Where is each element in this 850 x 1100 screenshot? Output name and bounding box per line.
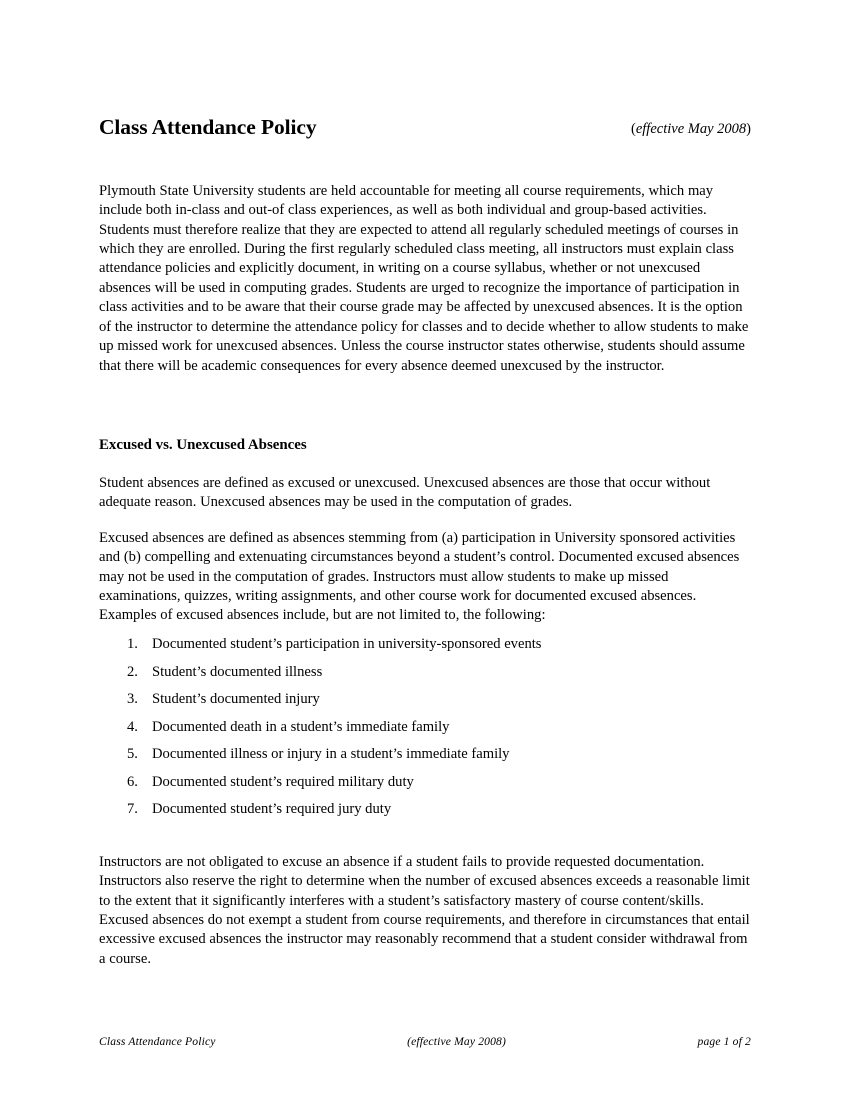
list-item-number: 6. (127, 773, 138, 790)
list-item-label: Documented student’s participation in university-sponsored events (152, 636, 542, 652)
excused-absence-list (99, 635, 751, 828)
section-heading-excused-vs-unexcused: Excused vs. Unexcused Absences (99, 437, 307, 454)
effective-date-paren-close: ) (746, 121, 751, 137)
list-item (99, 745, 751, 773)
footer-left-title: Class Attendance Policy (99, 1035, 216, 1048)
list-item-number: 1. (127, 636, 138, 652)
list-item-label: Student’s documented injury (152, 691, 320, 707)
effective-date (631, 122, 751, 138)
footer-center-date: (effective May 2008) (407, 1035, 506, 1048)
page-footer (99, 1035, 751, 1049)
title-row (99, 116, 751, 140)
list-item (99, 635, 751, 663)
list-item (99, 800, 751, 828)
footer-right-page-number: page 1 of 2 (697, 1035, 751, 1048)
list-item-label: Documented student’s required military duty (152, 773, 414, 790)
list-item (99, 663, 751, 691)
page-title: Class Attendance Policy (99, 115, 317, 139)
list-item-label: Documented student’s required jury duty (152, 801, 392, 817)
effective-date-text: effective May 2008 (635, 121, 747, 137)
list-item-label: Documented death in a student’s immediate family (152, 718, 450, 735)
intro-paragraph: Plymouth State University students are held accountable for meeting all course requirements, which may include both in-class and out-of class experiences, as well as both individual and group-based activities. Students must therefore realize that they are expected to attend all regularly scheduled meetings of courses in which they are enrolled. During the first regularly scheduled class meeting, all instructors must explain class attendance policies and explicitly document, in writing on a course syllabus, whether or not unexcused absences will be used in computing grades. Students are urged to recognize the importance of participation in class activities and to be aware that their course grade may be affected by unexcused absences. It is the option of the instructor to determine the attendance policy for classes and to decide whether to allow students to make up missed work for unexcused absences. Unless the course instructor states otherwise, students should assume that there will be academic consequences for every absence deemed unexcused by the instructor. (99, 182, 749, 374)
list-item-number: 3. (127, 691, 138, 707)
list-item (99, 773, 751, 801)
section-paragraph-1: Student absences are defined as excused or unexcused. Unexcused absences are those that occur without adequate reason. Unexcused absences may be used in the computation of grades. (99, 474, 711, 511)
list-item-label: Student’s documented illness (152, 663, 323, 680)
list-item-number: 4. (127, 718, 138, 735)
list-item (99, 718, 751, 746)
list-item-label: Documented illness or injury in a student’s immediate family (152, 746, 510, 762)
effective-date-paren-open: ( (631, 121, 636, 137)
list-item-number: 5. (127, 746, 138, 762)
list-item-number: 2. (127, 663, 138, 680)
section-paragraph-2: Excused absences are defined as absences stemming from (a) participation in University sponsored activities and (b) compelling and extenuating circumstances beyond a student’s control. Documented excused absences may not be used in the computation of grades. Instructors must allow students to make up missed examinations, quizzes, writing assignments, and other course work for documented excused absences. Examples of excused absences include, but are not limited to, the following: (99, 529, 740, 624)
list-item-number: 7. (127, 801, 138, 817)
section-paragraph-3: Instructors are not obligated to excuse an absence if a student fails to provide requested documentation. Instructors also reserve the right to determine when the number of excused absences exceeds a reasonable limit to the extent that it significantly interferes with a student’s satisfactory mastery of course content/skills. Excused absences do not exempt a student from course requirements, and therefore in circumstances that entail excessive excused absences the instructor may reasonably recommend that a student consider withdrawal from a course. (99, 853, 750, 967)
list-item (99, 690, 751, 718)
